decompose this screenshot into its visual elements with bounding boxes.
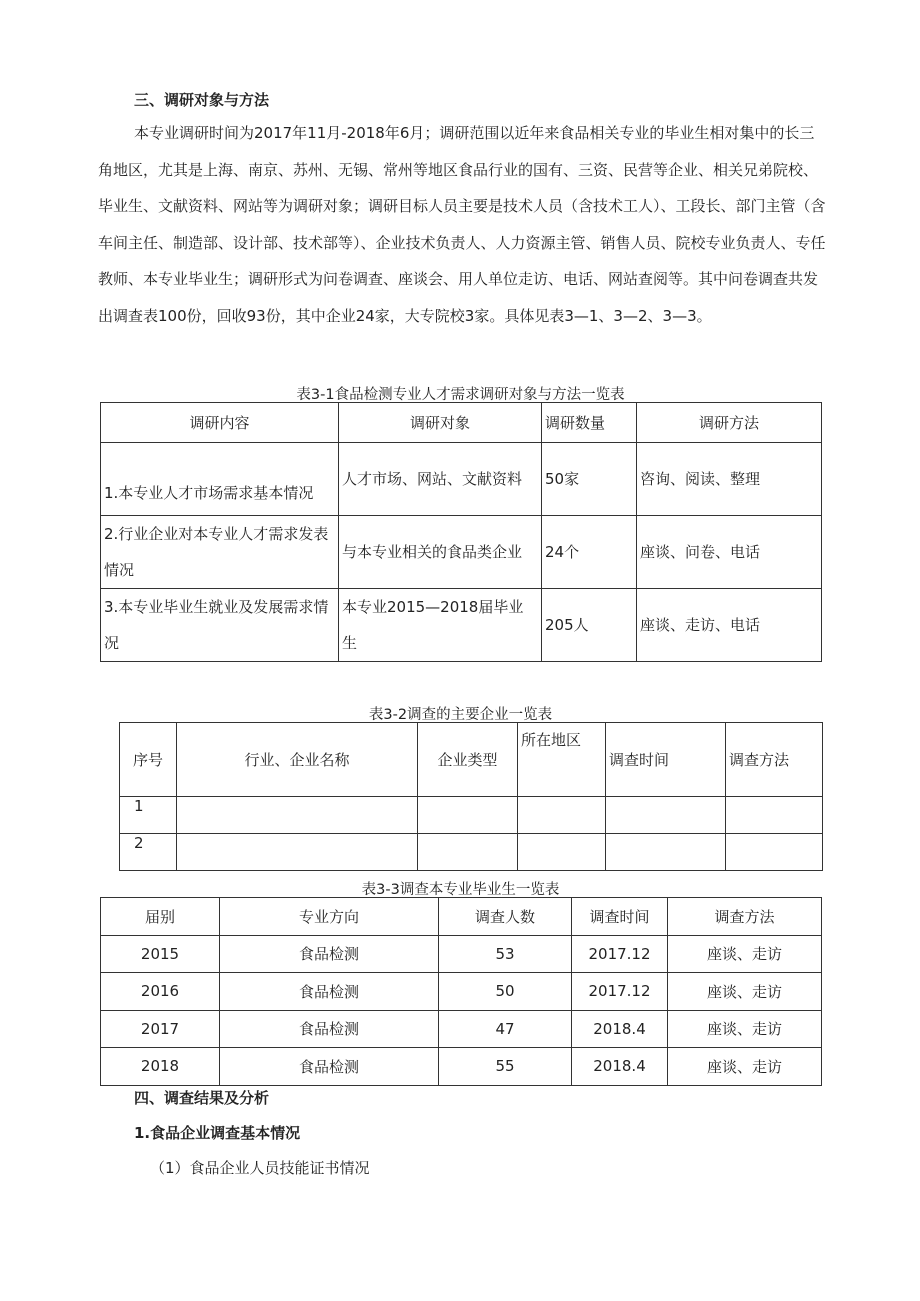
- table-header-cell: 调查方法: [668, 898, 822, 936]
- table-cell: 座谈、走访: [668, 935, 822, 973]
- table-cell: 2.行业企业对本专业人才需求发表情况: [101, 516, 339, 589]
- table-cell: [606, 834, 726, 871]
- table-row: [101, 1048, 822, 1086]
- table-header-cell: 行业、企业名称: [177, 723, 418, 797]
- table-header-row: [101, 403, 822, 443]
- table-cell: 55: [439, 1048, 572, 1086]
- table-cell: 2: [120, 834, 177, 871]
- table-row: [101, 1010, 822, 1048]
- table-cell: 53: [439, 935, 572, 973]
- table-cell: 座谈、走访: [668, 1048, 822, 1086]
- table-cell: 人才市场、网站、文献资料: [339, 443, 542, 516]
- table-cell: 1: [120, 797, 177, 834]
- table-header-cell: 调查人数: [439, 898, 572, 936]
- table-cell: 2017.12: [572, 973, 668, 1011]
- table2-enterprises: [119, 722, 823, 871]
- table-header-cell: 调查时间: [572, 898, 668, 936]
- table-header-cell: 企业类型: [418, 723, 518, 797]
- table-row: [101, 589, 822, 662]
- table3-graduates: [100, 897, 822, 1086]
- table-cell: 咨询、阅读、整理: [637, 443, 822, 516]
- table-cell: 205人: [542, 589, 637, 662]
- table-cell: 1.本专业人才市场需求基本情况: [101, 443, 339, 516]
- table-row: [101, 516, 822, 589]
- table-header-cell: 调研数量: [542, 403, 637, 443]
- table2-caption: 表3-2调查的主要企业一览表: [368, 707, 553, 723]
- table-cell: 本专业2015—2018届毕业生: [339, 589, 542, 662]
- table-cell: 2017: [101, 1010, 220, 1048]
- table-cell: [726, 834, 823, 871]
- table-row: [120, 834, 823, 871]
- table1-research-methods: [100, 402, 822, 662]
- table1-caption: 表3-1食品检测专业人才需求调研对象与方法一览表: [296, 387, 625, 403]
- table-row: [120, 797, 823, 834]
- table-cell: 座谈、走访、电话: [637, 589, 822, 662]
- table-cell: 50家: [542, 443, 637, 516]
- table-cell: 座谈、问卷、电话: [637, 516, 822, 589]
- table-cell: 47: [439, 1010, 572, 1048]
- table-cell: [418, 797, 518, 834]
- subsection-1-heading: 1.食品企业调查基本情况: [134, 1124, 301, 1142]
- table-cell: 2018.4: [572, 1010, 668, 1048]
- table3-caption: 表3-3调查本专业毕业生一览表: [361, 882, 560, 898]
- table-header-cell: 调查方法: [726, 723, 823, 797]
- table-cell: 2016: [101, 973, 220, 1011]
- table-cell: 2018.4: [572, 1048, 668, 1086]
- item-1-text: （1）食品企业人员技能证书情况: [150, 1159, 370, 1177]
- table-cell: 3.本专业毕业生就业及发展需求情况: [101, 589, 339, 662]
- table-header-cell: 调研方法: [637, 403, 822, 443]
- table-cell: 座谈、走访: [668, 1010, 822, 1048]
- table-header-cell: 调研对象: [339, 403, 542, 443]
- table-header-row: [101, 898, 822, 936]
- table-row: [101, 973, 822, 1011]
- table-header-row: [120, 723, 823, 797]
- table-header-cell: 调查时间: [606, 723, 726, 797]
- table-cell: 2015: [101, 935, 220, 973]
- table-cell: [726, 797, 823, 834]
- section-3-heading: 三、调研对象与方法: [134, 91, 270, 109]
- section-4-heading: 四、调查结果及分析: [134, 1089, 270, 1107]
- table-cell: [518, 797, 606, 834]
- table-cell: 2017.12: [572, 935, 668, 973]
- table-cell: [518, 834, 606, 871]
- intro-paragraph: 本专业调研时间为2017年11月-2018年6月；调研范围以近年来食品相关专业的毕业生相对集中的长三角地区，尤其是上海、南京、苏州、无锡、常州等地区食品行业的国有、三资、民营等企业、相关兄弟院校、毕业生、文献资料、网站等为调研对象；调研目标人员主要是技术人员（含技术工人）、工段长、部门主管（含车间主任、制造部、设计部、技术部等）、企业技术负责人、人力资源主管、销售人员、院校专业负责人、专任教师、本专业毕业生；调研形式为问卷调查、座谈会、用人单位走访、电话、网站查阅等。其中问卷调查共发出调查表100份，回收93份，其中企业24家，大专院校3家。具体见表3—1、3—2、3—3。: [98, 124, 826, 325]
- table-cell: 与本专业相关的食品类企业: [339, 516, 542, 589]
- table-header-cell: 序号: [120, 723, 177, 797]
- table-cell: [177, 797, 418, 834]
- table-cell: 2018: [101, 1048, 220, 1086]
- table-cell: 50: [439, 973, 572, 1011]
- table-cell: [177, 834, 418, 871]
- table-header-cell: 专业方向: [220, 898, 439, 936]
- table-cell: [418, 834, 518, 871]
- table-cell: 24个: [542, 516, 637, 589]
- table-header-cell: 调研内容: [101, 403, 339, 443]
- table-cell: 食品检测: [220, 935, 439, 973]
- table-cell: 食品检测: [220, 1010, 439, 1048]
- table-row: [101, 935, 822, 973]
- table-row: [101, 443, 822, 516]
- table-cell: [606, 797, 726, 834]
- table-cell: 食品检测: [220, 973, 439, 1011]
- table-header-cell: 所在地区: [518, 723, 606, 797]
- table-cell: 食品检测: [220, 1048, 439, 1086]
- table-cell: 座谈、走访: [668, 973, 822, 1011]
- table-header-cell: 届别: [101, 898, 220, 936]
